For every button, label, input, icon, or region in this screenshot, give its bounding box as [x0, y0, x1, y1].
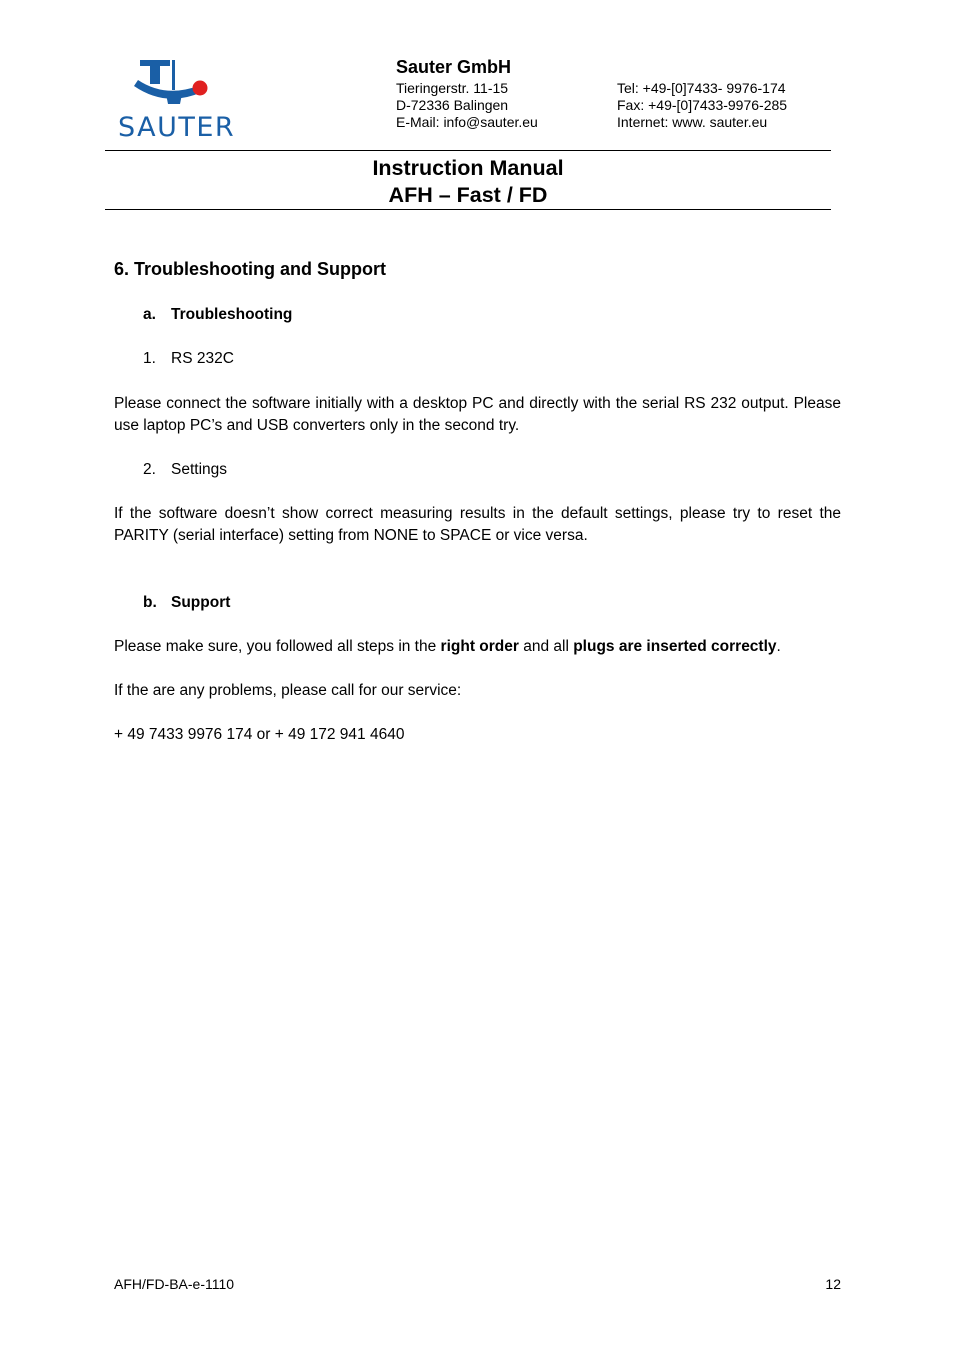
- document-subtitle: AFH – Fast / FD: [388, 183, 548, 207]
- support-phone-numbers: + 49 7433 9976 174 or + 49 172 941 4640: [114, 726, 405, 743]
- support-text-2: and all: [518, 638, 574, 655]
- support-text-1: Please make sure, you followed all steps in the: [114, 638, 441, 655]
- paragraph-rs232c: Please connect the software initially with a desktop PC and directly with the serial RS 232 output. Please use laptop PC’s and USB converters only in the second try.: [114, 395, 841, 434]
- address-email: E-Mail: info@sauter.eu: [396, 114, 538, 130]
- subsection-letter-a: a.: [143, 306, 156, 323]
- contact-internet: Internet: www. sauter.eu: [617, 114, 768, 130]
- header-rule-top: [105, 150, 831, 151]
- contact-tel: Tel: +49-[0]7433- 9976-174: [617, 80, 786, 96]
- paragraph-support-steps: [114, 636, 841, 658]
- address-city: D-72336 Balingen: [396, 97, 509, 113]
- section-heading: 6. Troubleshooting and Support: [114, 259, 386, 279]
- footer-document-code: AFH/FD-BA-e-1110: [114, 1276, 235, 1292]
- logo-wordmark: SAUTER: [118, 112, 236, 143]
- contact-fax: Fax: +49-[0]7433-9976-285: [617, 97, 788, 113]
- item-number-1: 1.: [143, 350, 156, 367]
- paragraph-support-call: If the are any problems, please call for our service:: [114, 682, 462, 699]
- support-bold-right-order: right order: [440, 638, 519, 655]
- subsection-letter-b: b.: [143, 594, 157, 611]
- support-text-3: .: [776, 638, 781, 655]
- company-name: Sauter GmbH: [396, 57, 512, 77]
- support-bold-plugs: plugs are inserted correctly: [573, 638, 777, 655]
- paragraph-settings: If the software doesn’t show correct measuring results in the default settings, please try to reset the PARITY (serial interface) setting from NONE to SPACE or vice versa.: [114, 505, 841, 544]
- sauter-logo: [110, 56, 250, 146]
- subsection-heading-troubleshooting: Troubleshooting: [171, 306, 293, 323]
- footer-page-number: 12: [825, 1276, 841, 1292]
- item-label-rs232c: RS 232C: [171, 350, 234, 367]
- address-street: Tieringerstr. 11-15: [396, 80, 509, 96]
- header-rule-bottom: [105, 209, 831, 210]
- subsection-heading-support: Support: [171, 594, 231, 611]
- document-title: Instruction Manual: [372, 156, 564, 180]
- item-number-2: 2.: [143, 461, 156, 478]
- scale-logo-icon: [110, 56, 250, 112]
- item-label-settings: Settings: [171, 461, 228, 478]
